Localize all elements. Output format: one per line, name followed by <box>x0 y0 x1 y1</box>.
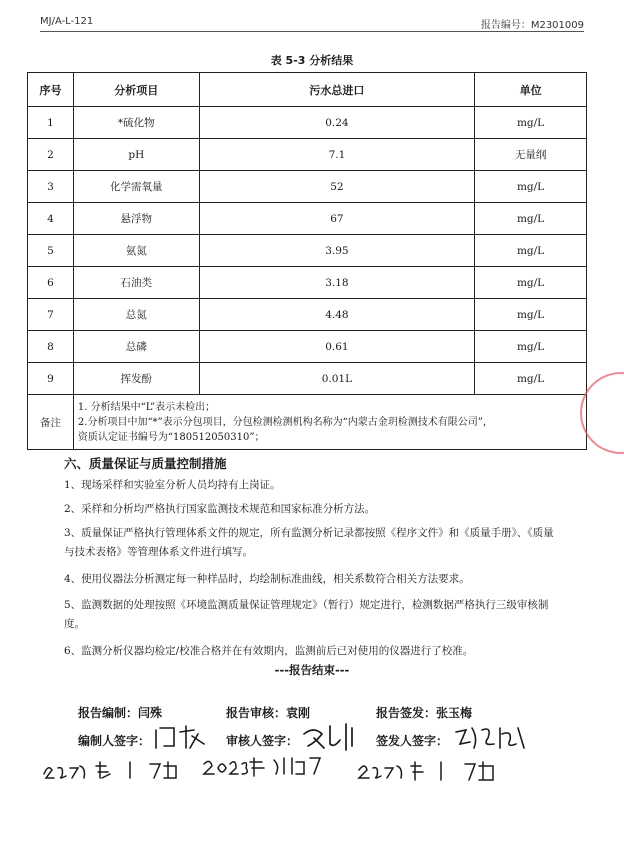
row-item: 挥发酚 <box>73 363 199 395</box>
row-item: 氨氮 <box>73 235 199 267</box>
row-item: 化学需氧量 <box>73 171 199 203</box>
table-caption: 表 5-3 分析结果 <box>270 54 354 67</box>
report-number: 报告编号：M2301009 <box>480 20 584 31</box>
row-item: 悬浮物 <box>73 203 199 235</box>
col-header-unit: 单位 <box>475 73 587 107</box>
table-row <box>28 331 587 363</box>
row-item: pH <box>73 139 199 171</box>
col-header-no: 序号 <box>28 73 74 107</box>
row-no: 3 <box>28 171 74 203</box>
row-no: 7 <box>28 299 74 331</box>
row-unit: mg/L <box>475 171 587 203</box>
qa-item-1: 1、现场采样和实验室分析人员均持有上岗证。 <box>64 479 281 491</box>
section-title: 六、质量保证与质量控制措施 <box>64 456 227 471</box>
remarks-row <box>28 395 587 450</box>
doc-code: MJ/A-L-121 <box>40 16 94 27</box>
row-unit: mg/L <box>475 203 587 235</box>
col-header-item: 分析项目 <box>73 73 199 107</box>
row-unit: mg/L <box>475 107 587 139</box>
date-3-handwritten <box>355 756 505 784</box>
col-header-value: 污水总进口 <box>199 73 474 107</box>
approver-label: 报告签发：张玉梅 <box>376 706 473 720</box>
table-row <box>28 363 587 395</box>
row-value: 4.48 <box>199 299 474 331</box>
row-value: 3.18 <box>199 267 474 299</box>
row-value: 0.61 <box>199 331 474 363</box>
table-row <box>28 299 587 331</box>
row-unit: mg/L <box>475 267 587 299</box>
table-row <box>28 203 587 235</box>
table-row <box>28 107 587 139</box>
row-unit: mg/L <box>475 235 587 267</box>
row-item: 总磷 <box>73 331 199 363</box>
compiler-sign-label: 编制人签字： <box>78 734 151 748</box>
row-value: 7.1 <box>199 139 474 171</box>
row-no: 9 <box>28 363 74 395</box>
row-no: 1 <box>28 107 74 139</box>
table-row <box>28 139 587 171</box>
qa-item-4: 4、使用仪器法分析测定每一种样品时，均绘制标准曲线，相关系数符合相关方法要求。 <box>64 573 470 585</box>
row-no: 5 <box>28 235 74 267</box>
row-no: 8 <box>28 331 74 363</box>
remarks-label: 备注 <box>28 395 74 450</box>
row-item: 总氮 <box>73 299 199 331</box>
compiler-label: 报告编制：闫殊 <box>78 706 163 720</box>
row-value: 3.95 <box>199 235 474 267</box>
header-divider <box>40 31 584 32</box>
row-no: 6 <box>28 267 74 299</box>
reviewer-label: 报告审核：袁刚 <box>226 706 311 720</box>
qa-item-3: 3、质量保证严格执行管理体系文件的规定，所有监测分析记录都按照《程序文件》和《质量手册》、《质量与技术表格》等管理体系文件进行填写。 <box>64 527 554 558</box>
row-no: 2 <box>28 139 74 171</box>
row-value: 67 <box>199 203 474 235</box>
date-2-handwritten <box>200 752 330 780</box>
approver-handwritten-signature <box>452 722 532 752</box>
row-item: 石油类 <box>73 267 199 299</box>
row-item: *硫化物 <box>73 107 199 139</box>
row-no: 4 <box>28 203 74 235</box>
remark-line: 资质认定证书编号为“180512050310”； <box>77 431 265 443</box>
row-value: 52 <box>199 171 474 203</box>
row-value: 0.24 <box>199 107 474 139</box>
analysis-results-table <box>27 72 587 450</box>
qa-item-6: 6、监测分析仪器均检定/校准合格并在有效期内，监测前后已对使用的仪器进行了校准。 <box>64 645 474 657</box>
row-unit: mg/L <box>475 331 587 363</box>
reviewer-sign-label: 审核人签字： <box>226 734 299 748</box>
row-unit: 无量纲 <box>475 139 587 171</box>
row-value: 0.01L <box>199 363 474 395</box>
row-unit: mg/L <box>475 363 587 395</box>
qa-item-5: 5、监测数据的处理按照《环境监测质量保证管理规定》（暂行）规定进行，检测数据严格执行三级审核制度。 <box>64 599 549 630</box>
table-header-row <box>28 73 587 107</box>
table-row <box>28 235 587 267</box>
table-row <box>28 267 587 299</box>
remarks-content <box>73 395 586 450</box>
date-1-handwritten <box>40 756 190 782</box>
qa-item-2: 2、采样和分析均严格执行国家监测技术规范和国家标准分析方法。 <box>64 503 376 515</box>
report-end-mark: ---报告结束--- <box>274 663 350 677</box>
page-header <box>40 12 584 30</box>
row-unit: mg/L <box>475 299 587 331</box>
remark-line: 2.分析项目中加“*”表示分包项目，分包检测检测机构名称为“内蒙古金玥检测技术有限公司”， <box>77 416 493 428</box>
reviewer-handwritten-signature <box>300 720 360 752</box>
remark-line: 1. 分析结果中“L”表示未检出； <box>77 401 216 413</box>
compiler-handwritten-signature <box>150 722 210 752</box>
approver-sign-label: 签发人签字： <box>376 734 449 748</box>
table-row <box>28 171 587 203</box>
